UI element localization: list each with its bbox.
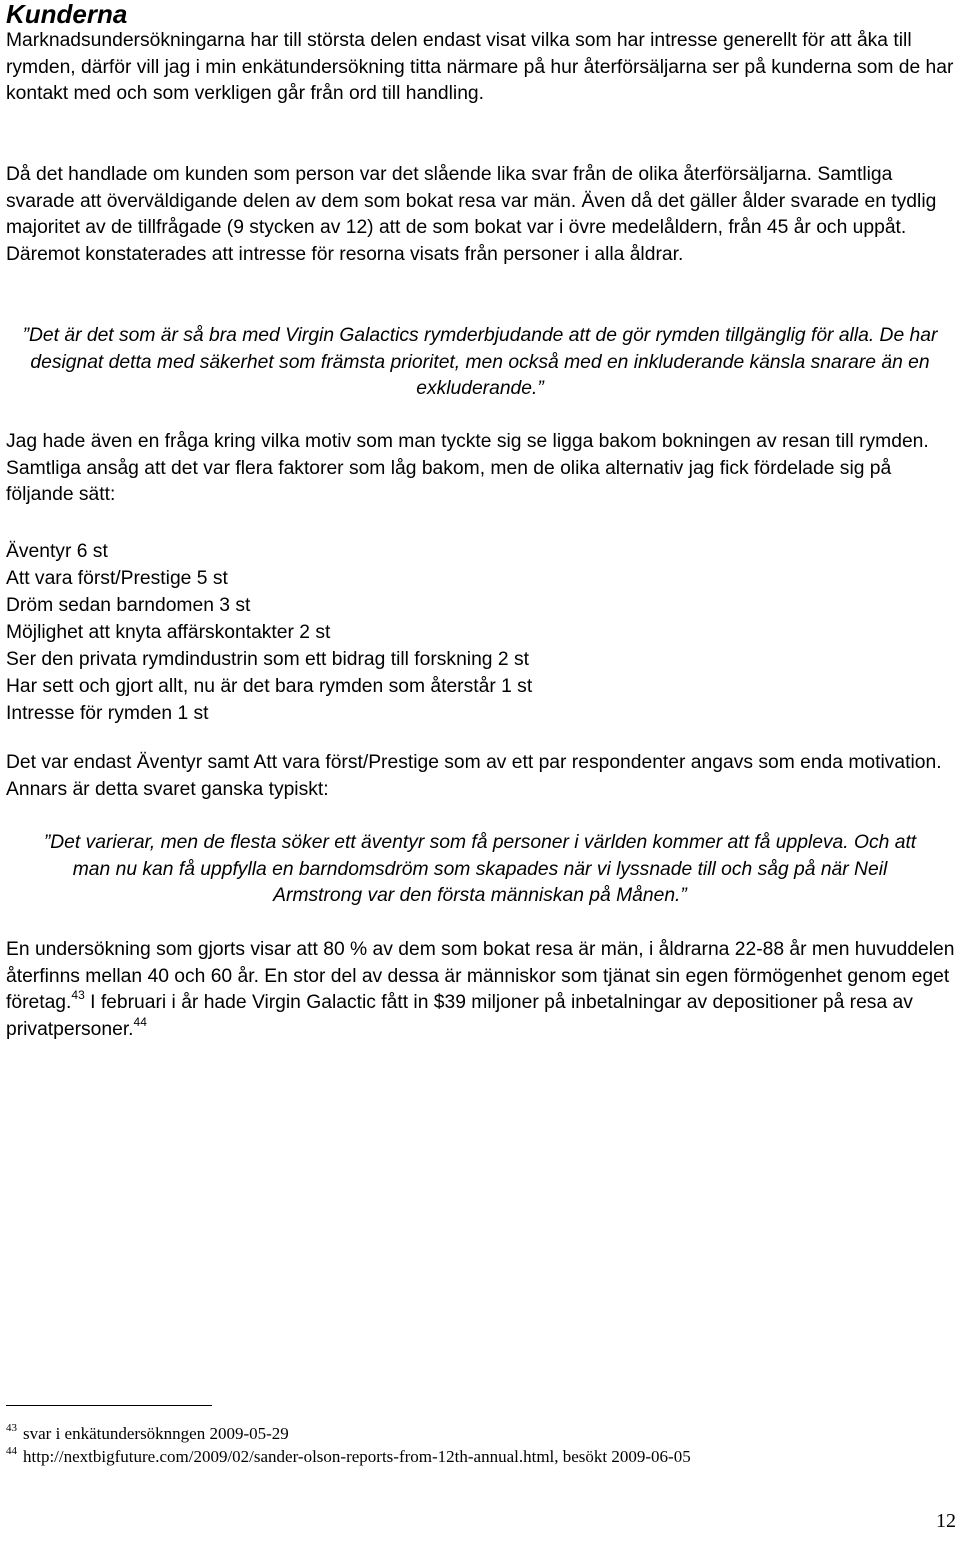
survey-text-part2: I februari i år hade Virgin Galactic fått in $39 miljoner på inbetalningar av depositioner på resa av privatpersoner.: [6, 992, 913, 1040]
list-item: Har sett och gjort allt, nu är det bara rymden som återstår 1 st: [6, 676, 533, 697]
list-item: Intresse för rymden 1 st: [6, 703, 209, 724]
footnote-separator: [6, 1405, 212, 1406]
motives-list: [6, 538, 532, 727]
footnote-number: 44: [6, 1445, 17, 1457]
footnote-number: 43: [6, 1422, 17, 1434]
list-item: Möjlighet att knyta affärskontakter 2 st: [6, 622, 331, 643]
footnote-text: http://nextbigfuture.com/2009/02/sander-olson-reports-from-12th-annual.html, besökt 2009-06-05: [23, 1447, 691, 1466]
footnote-44: [6, 1447, 691, 1467]
list-item: Ser den privata rymdindustrin som ett bidrag till forskning 2 st: [6, 649, 529, 670]
list-item: Äventyr 6 st: [6, 541, 108, 562]
paragraph-survey: [6, 937, 956, 1043]
footnote-text: svar i enkätundersöknngen 2009-05-29: [23, 1424, 289, 1443]
survey-text-part1: En undersökning som gjorts visar att 80 % av dem som bokat resa är män, i åldrarna 22-88 år men huvuddelen återfinns mellan 40 och 60 år. En stor del av dessa är människor som tjänat sin egen förmögenhet genom eget företag.: [6, 939, 955, 1014]
list-item: Dröm sedan barndomen 3 st: [6, 595, 251, 616]
footnote-ref-44: 44: [133, 1014, 147, 1029]
section-heading: Kunderna: [6, 0, 128, 29]
footnote-43: [6, 1424, 289, 1444]
quote-virgin-galactic: ”Det är det som är så bra med Virgin Galactics rymderbjudande att de gör rymden tillgänglig för alla. De har designat detta med säkerhet som främsta prioritet, men också med en inkluderande känsla snarare än en exkluderande.”: [22, 325, 938, 400]
paragraph-motivation: Det var endast Äventyr samt Att vara först/Prestige som av ett par respondenter angavs som enda motivation. Annars är detta svaret ganska typiskt:: [6, 752, 942, 800]
list-item: Att vara först/Prestige 5 st: [6, 568, 228, 589]
quote-adventure: ”Det varierar, men de flesta söker ett äventyr som få personer i världen kommer att få uppleva. Och att man nu kan få uppfylla en barndomsdröm som skapades när vi lyssnade till och såg på när Neil Armstrong var den första människan på Månen.”: [43, 832, 917, 907]
page-number: 12: [936, 1510, 956, 1532]
paragraph-motives: Jag hade även en fråga kring vilka motiv som man tyckte sig se ligga bakom bokningen av resan till rymden. Samtliga ansåg att det var flera faktorer som låg bakom, men de olika alternativ jag fick fördelade sig på följande sätt:: [6, 431, 929, 506]
paragraph-customers: Då det handlade om kunden som person var det slående lika svar från de olika återförsäljarna. Samtliga svarade att överväldigande delen av dem som bokat resa var män. Även då det gäller ålder svarade en tydlig majoritet av de tillfrågade (9 stycken av 12) att de som bokat var i övre medelåldern, från 45 år och uppåt. Däremot konstaterades att intresse för resorna visats från personer i alla åldrar.: [6, 164, 937, 265]
paragraph-intro: Marknadsundersökningarna har till största delen endast visat vilka som har intresse generellt för att åka till rymden, därför vill jag i min enkätundersökning titta närmare på hur återförsäljarna ser på kunderna som de har kontakt med och som verkligen går från ord till handling.: [6, 30, 954, 105]
footnote-ref-43: 43: [71, 988, 85, 1003]
